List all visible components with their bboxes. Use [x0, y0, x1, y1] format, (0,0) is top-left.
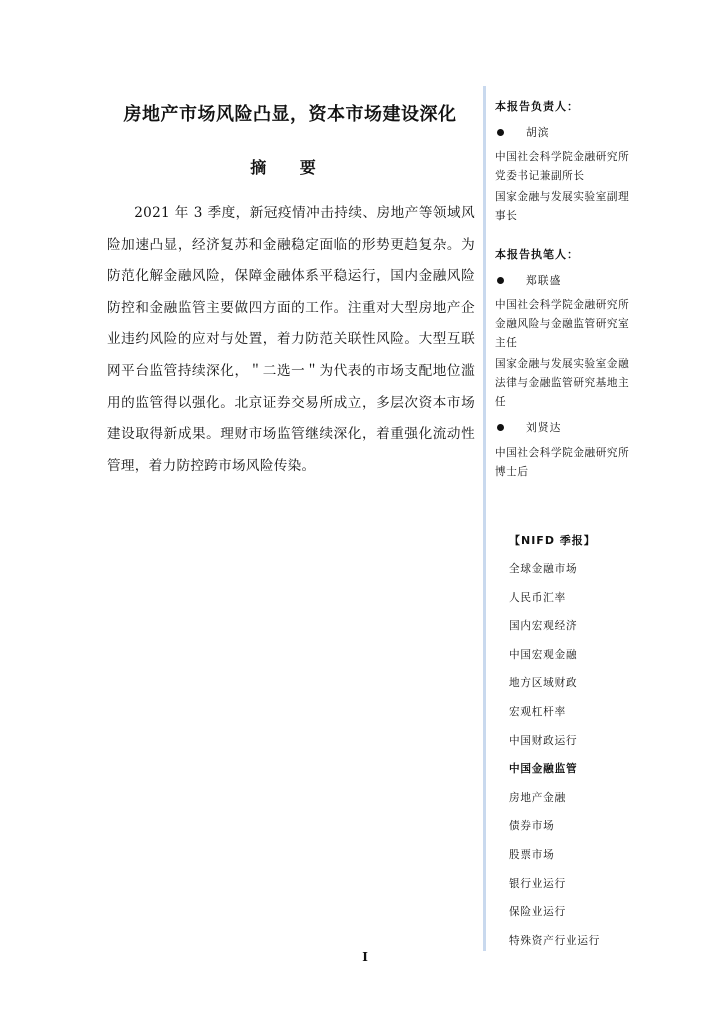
- series-item[interactable]: 特殊资产行业运行: [509, 934, 601, 947]
- authors-heading: 本报告执笔人：: [495, 248, 579, 261]
- author-name-row: [495, 271, 640, 291]
- authors-section: [495, 245, 640, 482]
- series-item[interactable]: 宏观杠杆率: [509, 705, 566, 718]
- series-title: 【NIFD 季报】: [509, 534, 596, 547]
- series-item[interactable]: 人民币汇率: [509, 591, 566, 604]
- abstract-heading: 摘 要: [250, 158, 330, 177]
- responsible-name-row: [495, 123, 640, 143]
- author-name-1: 郑联盛: [526, 273, 562, 287]
- responsible-role-1: 中国社会科学院金融研究所党委书记兼副所长: [495, 151, 630, 182]
- author-name-2: 刘贤达: [526, 421, 562, 434]
- bullet-icon: [497, 277, 504, 284]
- series-item[interactable]: 中国宏观金融: [509, 648, 578, 661]
- report-title: 房地产市场风险凸显，资本市场建设深化: [123, 104, 457, 125]
- series-item[interactable]: 保险业运行: [509, 906, 566, 919]
- series-item[interactable]: 中国财政运行: [509, 734, 578, 747]
- series-item[interactable]: 中国金融监管: [509, 763, 578, 776]
- responsible-role-2: 国家金融与发展实验室副理事长: [495, 191, 630, 222]
- bullet-icon: [497, 424, 504, 431]
- author-2-role-1: 中国社会科学院金融研究所博士后: [495, 446, 630, 478]
- author-1-role-2: 国家金融与发展实验室金融法律与金融监管研究基地主任: [495, 358, 630, 408]
- series-item[interactable]: 全球金融市场: [509, 563, 578, 575]
- nifd-series-list: [509, 532, 629, 961]
- series-items: [509, 561, 629, 961]
- series-item[interactable]: 房地产金融: [509, 791, 566, 804]
- series-item[interactable]: 国内宏观经济: [509, 620, 578, 633]
- responsible-heading: 本报告负责人：: [495, 100, 579, 113]
- bullet-icon: [497, 129, 504, 136]
- author-1-role-1: 中国社会科学院金融研究所金融风险与金融监管研究室主任: [495, 299, 630, 349]
- responsible-name: 胡滨: [526, 125, 550, 139]
- responsible-section: [495, 97, 640, 226]
- page-number: I: [362, 950, 368, 964]
- series-item[interactable]: 银行业运行: [509, 877, 566, 890]
- abstract-body: 2021 年 3 季度，新冠疫情冲击持续、房地产等领域风险加速凸显，经济复苏和金融稳定面临的形势更趋复杂。为防范化解金融风险，保障金融体系平稳运行，国内金融风险防控和金融监管主要做四方面的工作。注重对大型房地产企业违约风险的应对与处置，着力防范关联性风险。大型互联网平台监管持续深化，＂二选一＂为代表的市场支配地位滥用的监管得以强化。北京证券交易所成立，多层次资本市场建设取得新成果。理财市场监管继续深化，着重强化流动性管理，着力防控跨市场风险传染。: [107, 205, 475, 474]
- series-item[interactable]: 地方区域财政: [509, 677, 578, 690]
- series-item[interactable]: 债券市场: [509, 820, 555, 833]
- series-item[interactable]: 股票市场: [509, 848, 555, 861]
- author-name-row: [495, 418, 640, 438]
